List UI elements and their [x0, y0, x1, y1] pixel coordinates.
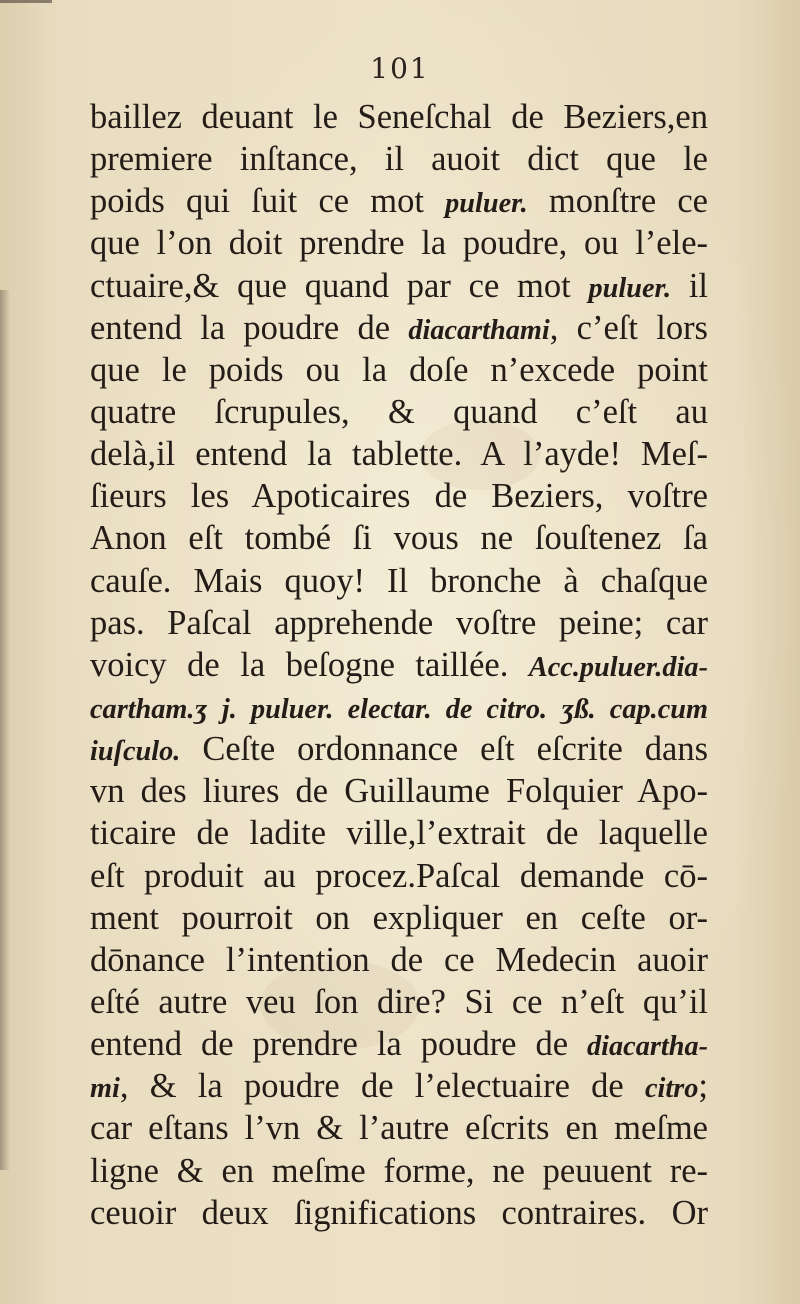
- text-line: [90, 1150, 708, 1192]
- text-run: cauſe. Mais quoy! Il bronche à chaſque: [90, 561, 708, 600]
- text-line: [90, 981, 708, 1023]
- text-line: [90, 560, 708, 602]
- page-spine-edge: [0, 290, 10, 1170]
- text-line: [90, 855, 708, 897]
- text-run: entend de prendre la poudre de: [90, 1025, 588, 1064]
- text-line: [90, 265, 708, 307]
- text-run: premiere inſtance, il auoit dict que le: [90, 140, 708, 179]
- page-edge-mark: [0, 0, 52, 3]
- text-run: ligne & en meſme forme, ne peuuent re-: [90, 1151, 708, 1190]
- text-run: poids qui ſuit ce mot: [90, 182, 446, 221]
- text-run: monſtre ce: [527, 182, 708, 221]
- text-line: [90, 517, 708, 559]
- text-line: [90, 349, 708, 391]
- text-line: [90, 1192, 708, 1234]
- text-run: vn des liures de Guillaume Folquier Apo-: [90, 772, 708, 811]
- text-run: pas. Paſcal apprehende voſtre peine; car: [90, 603, 708, 642]
- text-run: baillez deuant le Seneſchal de Beziers,en: [90, 98, 708, 136]
- text-line: [90, 138, 708, 180]
- text-run: , & la poudre de l’electuaire de: [119, 1067, 645, 1106]
- text-run: car eſtans l’vn & l’autre eſcrits en meſme: [90, 1109, 708, 1148]
- text-run: Anon eſt tombé ſi vous ne ſouſtenez ſa: [90, 519, 708, 558]
- text-line: [90, 307, 708, 349]
- text-line: [90, 602, 708, 644]
- text-line: [90, 433, 708, 475]
- text-run: entend la poudre de: [90, 308, 409, 347]
- text-run: Ceſte ordonnance eſt eſcrite dans: [180, 730, 708, 769]
- text-line: [90, 644, 708, 686]
- italic-term: diacartha-: [587, 1031, 708, 1063]
- text-run: dōnance l’intention de ce Medecin auoir: [90, 940, 708, 979]
- text-run: ceuoir deux ſignifications contraires. Or: [90, 1193, 708, 1232]
- italic-term: puluer.: [588, 272, 672, 304]
- text-run: ment pourroit on expliquer en ceſte or-: [90, 898, 708, 937]
- italic-term: diacarthami: [408, 314, 550, 346]
- text-run: delà,il entend la tablette. A l’ayde! Meſ-: [90, 435, 708, 474]
- text-line: [90, 770, 708, 812]
- italic-term: citro: [644, 1073, 699, 1105]
- text-run: eſt produit au procez.Paſcal demande cō-: [90, 856, 708, 895]
- page-number: 101: [370, 52, 430, 85]
- text-line: [90, 897, 708, 939]
- text-run: eſté autre veu ſon dire? Si ce n’eſt qu’il: [90, 982, 708, 1021]
- text-run: ctuaire,& que quand par ce mot: [90, 266, 589, 305]
- text-run: que le poids ou la doſe n’excede point: [90, 350, 708, 389]
- body-text: [90, 96, 708, 1234]
- text-run: il: [671, 266, 709, 305]
- text-run: que l’on doit prendre la poudre, ou l’ele-: [90, 224, 708, 263]
- text-line: [90, 96, 708, 138]
- text-run: ticaire de ladite ville,l’extrait de laquelle: [90, 814, 708, 853]
- text-line: [90, 391, 708, 433]
- italic-term: Acc.puluer.dia-: [528, 651, 708, 683]
- text-line: [90, 939, 708, 981]
- text-line: [90, 686, 708, 728]
- text-run: ;: [698, 1067, 708, 1106]
- italic-term: puluer.: [445, 188, 528, 220]
- text-line: [90, 222, 708, 264]
- text-run: , c’eſt lors: [549, 308, 708, 347]
- italic-term: iuſculo.: [90, 736, 181, 768]
- text-line: [90, 475, 708, 517]
- text-line: [90, 728, 708, 770]
- text-line: [90, 812, 708, 854]
- text-line: [90, 1107, 708, 1149]
- italic-term: cartham.ʒ j. puluer. electar. de citro. ʒß. cap.cum: [90, 693, 708, 725]
- text-line: [90, 180, 708, 222]
- text-run: voicy de la beſogne taillée.: [90, 645, 529, 684]
- text-line: [90, 1023, 708, 1065]
- italic-term: mi: [90, 1073, 120, 1105]
- text-run: quatre ſcrupules, & quand c’eſt au: [90, 392, 708, 431]
- text-run: ſieurs les Apoticaires de Beziers, voſtre: [90, 477, 708, 516]
- text-line: [90, 1065, 708, 1107]
